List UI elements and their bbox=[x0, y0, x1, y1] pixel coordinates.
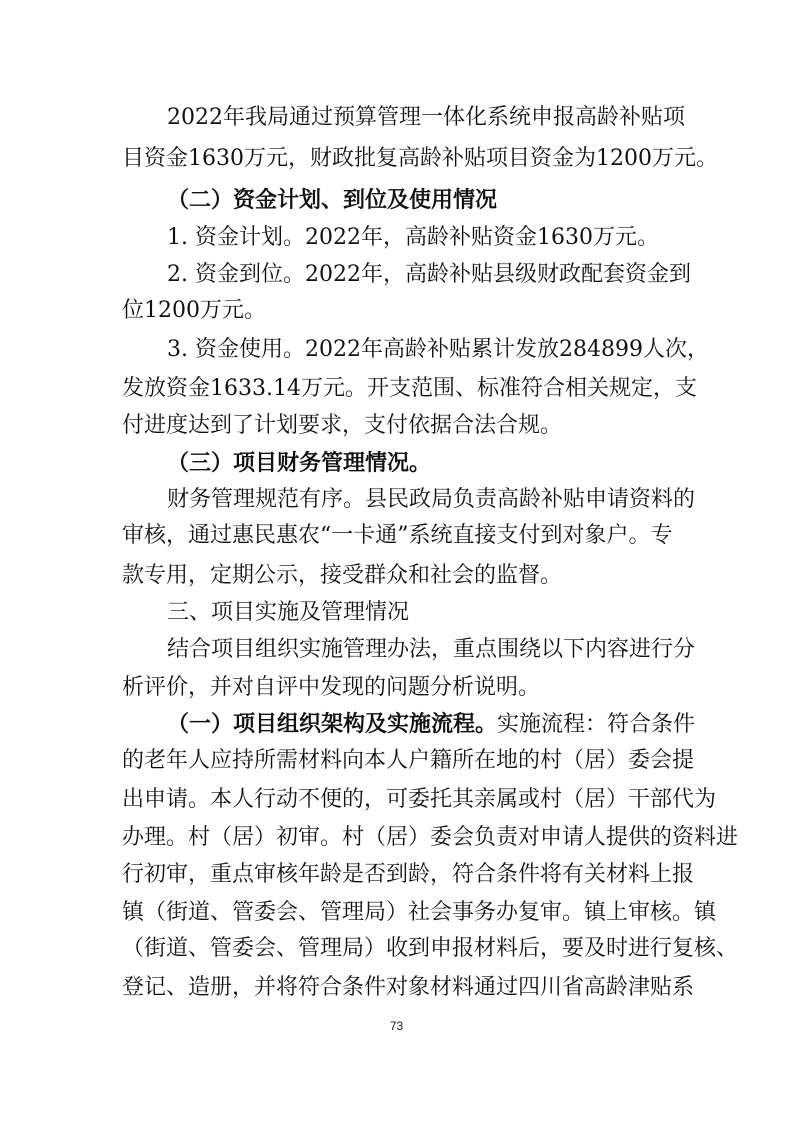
body-text-line: 登记、造册，并将符合条件对象材料通过四川省高龄津贴系 bbox=[122, 975, 695, 1000]
body-text-line: 办理。村（居）初审。村（居）委会负责对申请人提供的资料进 bbox=[122, 825, 739, 850]
body-text-line: 1. 资金计划。2022年，高龄补贴资金1630万元。 bbox=[167, 225, 659, 250]
body-text-line: 目资金1630万元，财政批复高龄补贴项目资金为1200万元。 bbox=[122, 146, 718, 171]
body-text-line: 位1200万元。 bbox=[122, 298, 266, 323]
body-text-line: 付进度达到了计划要求，支付依据合法合规。 bbox=[122, 413, 563, 438]
section-heading: （二）资金计划、到位及使用情况 bbox=[167, 188, 498, 213]
body-text-line: 3. 资金使用。2022年高龄补贴累计发放284899人次， bbox=[167, 337, 709, 362]
body-text-line: 出申请。本人行动不便的，可委托其亲属或村（居）干部代为 bbox=[122, 787, 717, 812]
body-text-line: 的老年人应持所需材料向本人户籍所在地的村（居）委会提 bbox=[122, 748, 695, 773]
chapter-heading: 三、项目实施及管理情况 bbox=[167, 600, 410, 625]
body-text-line: （街道、管委会、管理局）收到申报材料后，要及时进行复核、 bbox=[122, 936, 739, 961]
body-text-line: 发放资金1633.14万元。开支范围、标准符合相关规定，支 bbox=[122, 376, 697, 401]
page-number: 73 bbox=[389, 1019, 404, 1033]
body-text-line: 结合项目组织实施管理办法，重点围绕以下内容进行分 bbox=[167, 637, 696, 662]
section-heading: （三）项目财务管理情况。 bbox=[167, 451, 432, 476]
body-text-line: 款专用，定期公示，接受群众和社会的监督。 bbox=[122, 563, 563, 588]
body-text-line: 行初审，重点审核年龄是否到龄，符合条件将有关材料上报 bbox=[122, 862, 695, 887]
body-text-line: 2022年我局通过预算管理一体化系统申报高龄补贴项 bbox=[167, 105, 685, 130]
body-text-line: 镇（街道、管委会、管理局）社会事务办复审。镇上审核。镇 bbox=[122, 900, 717, 925]
body-text-line: 2. 资金到位。2022年，高龄补贴县级财政配套资金到 bbox=[167, 262, 691, 287]
body-text-line: 审核，通过惠民惠农“一卡通”系统直接支付到对象户。专 bbox=[122, 523, 673, 548]
inline-heading: （一）项目组织架构及实施流程。 bbox=[167, 712, 498, 737]
body-text-line: 财务管理规范有序。县民政局负责高龄补贴申请资料的 bbox=[167, 487, 696, 512]
body-text-line: 析评价，并对自评中发现的问题分析说明。 bbox=[122, 675, 541, 700]
body-text-line bbox=[167, 712, 696, 738]
inline-text: 实施流程：符合条件 bbox=[497, 712, 696, 737]
